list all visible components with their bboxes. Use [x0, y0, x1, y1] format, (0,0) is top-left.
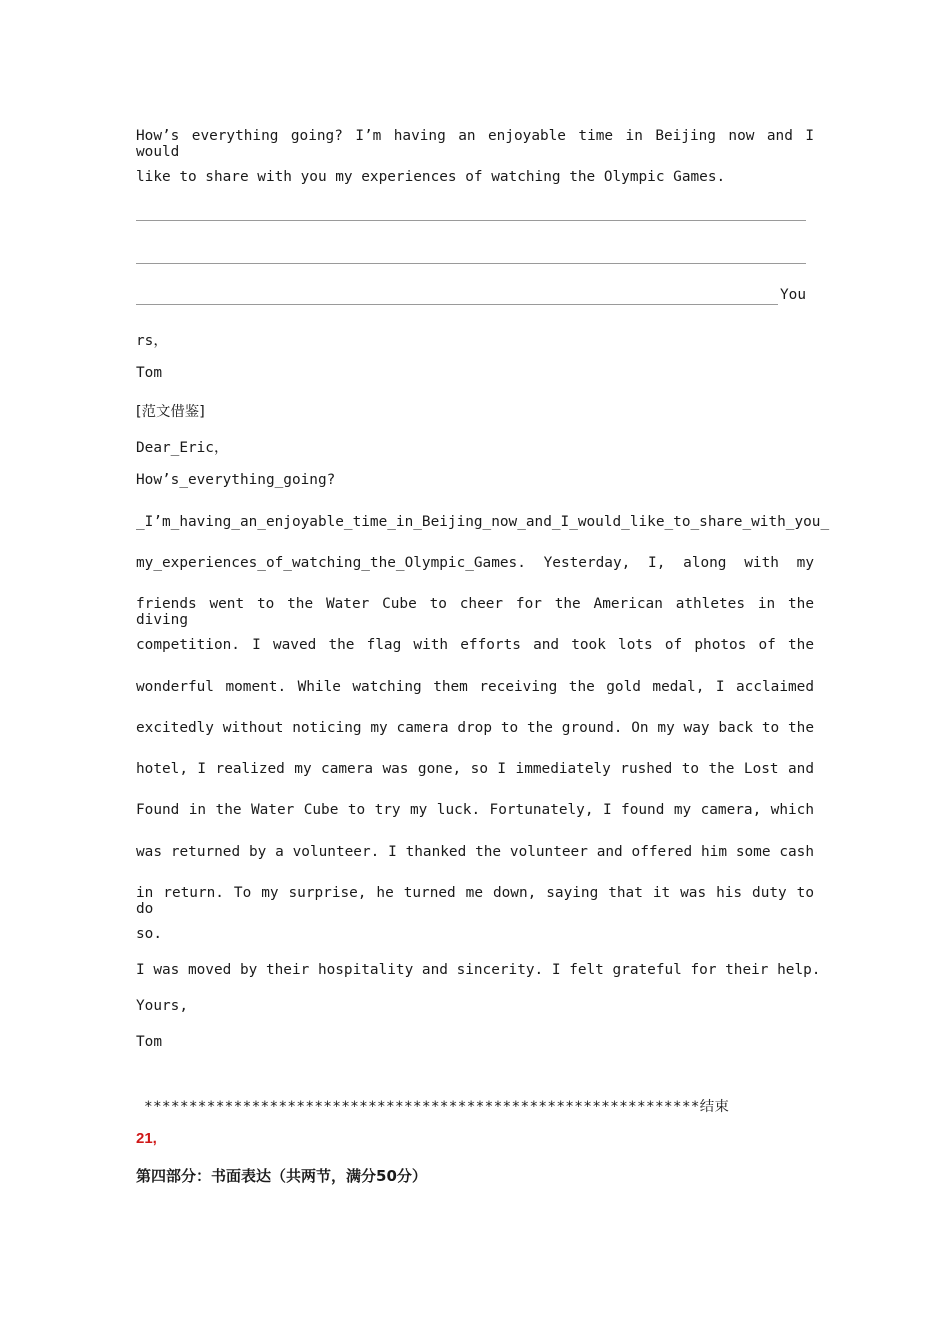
writing-line-2 [136, 263, 806, 264]
model-p1-line-5: wonderful moment. While watching them receiving the gold medal, I acclaimed [136, 679, 814, 695]
end-marker: **************************************************************结束 [144, 1099, 730, 1115]
model-opening: How’s_everything_going? [136, 472, 336, 488]
prompt-line-2: like to share with you my experiences of watching the Olympic Games. [136, 169, 726, 185]
writing-line-1 [136, 220, 806, 221]
model-p1-line-7: hotel, I realized my camera was gone, so I immediately rushed to the Lost and [136, 761, 814, 777]
model-p1-line-2: my_experiences_of_watching_the_Olympic_Games. Yesterday, I, along with my [136, 555, 814, 571]
model-p1-line-3: friends went to the Water Cube to cheer for the American athletes in the diving [136, 596, 814, 628]
model-signature: Tom [136, 1034, 162, 1050]
writing-line-3 [136, 304, 778, 305]
closing-yours-wrap: rs， [136, 333, 168, 349]
model-salutation: Dear_Eric， [136, 440, 229, 456]
model-p2: I was moved by their hospitality and sincerity. I felt grateful for their help. [136, 962, 821, 978]
model-essay-heading: [范文借鉴] [136, 404, 205, 420]
prompt-line-1: How’s everything going? I’m having an enjoyable time in Beijing now and I would [136, 128, 814, 160]
model-p1-line-9: was returned by a volunteer. I thanked the volunteer and offered him some cash [136, 844, 814, 860]
model-p1-line-10: in return. To my surprise, he turned me down, saying that it was his duty to do [136, 885, 814, 917]
model-p1-line-1: _I’m_having_an_enjoyable_time_in_Beijing_now_and_I_would_like_to_share_with_you_ [136, 514, 830, 530]
model-p1-line-6: excitedly without noticing my camera drop to the ground. On my way back to the [136, 720, 814, 736]
section-title: 第四部分：书面表达（共两节，满分50分） [136, 1167, 427, 1185]
model-closing: Yours, [136, 998, 188, 1014]
question-number: 21, [136, 1130, 157, 1147]
model-p1-line-4: competition. I waved the flag with efforts and took lots of photos of the [136, 637, 814, 653]
prompt-signature: Tom [136, 365, 162, 381]
closing-yours-tail: You [780, 287, 806, 303]
model-p1-line-8: Found in the Water Cube to try my luck. Fortunately, I found my camera, which [136, 802, 814, 818]
model-p1-line-11: so. [136, 926, 162, 942]
